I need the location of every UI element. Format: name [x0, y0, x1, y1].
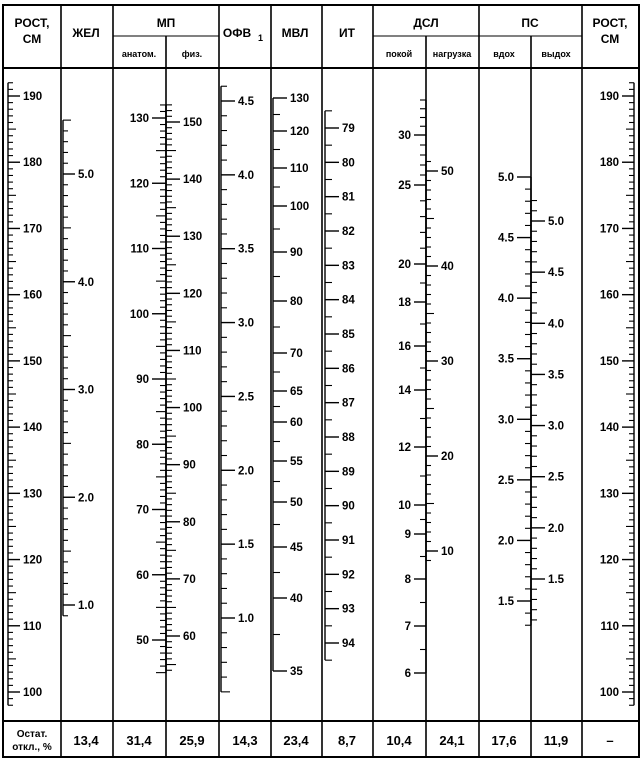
ps-in-axis — [498, 172, 531, 625]
it-tick-label: 85 — [342, 329, 355, 341]
mp-fiz-tick-label: 60 — [183, 631, 196, 643]
it-tick-label: 92 — [342, 569, 355, 582]
mvl-tick-label: 40 — [290, 593, 303, 605]
footer-value-mvl: 23,4 — [283, 733, 309, 748]
mp-fiz-tick-label: 110 — [183, 345, 202, 358]
mp-fiz-tick-label: 120 — [183, 288, 203, 301]
header-it: ИТ — [339, 26, 355, 40]
mp-fiz-axis — [166, 105, 202, 670]
mvl-tick-label: 100 — [290, 201, 310, 213]
height-left-axis — [8, 83, 42, 705]
it-tick-label: 86 — [342, 363, 355, 376]
mp-anat-tick-label: 50 — [136, 635, 149, 647]
dsl-rest-tick-label: 7 — [404, 621, 411, 633]
mvl-tick-label: 90 — [290, 247, 303, 259]
ps-out-axis — [531, 201, 565, 620]
ofv-tick-label: 2.5 — [238, 391, 254, 404]
ps-out-tick-label: 4.0 — [548, 318, 564, 331]
mvl-tick-label: 60 — [290, 417, 303, 429]
footer-value-ps-out: 11,9 — [543, 733, 569, 748]
ps-in-tick-label: 3.5 — [498, 353, 514, 366]
ps-in-tick-label: 5.0 — [498, 172, 514, 184]
height-left-tick-label: 140 — [23, 422, 43, 435]
zhel-tick-label: 4.0 — [78, 276, 94, 289]
dsl-rest-tick-label: 20 — [398, 259, 411, 271]
dsl-rest-tick-label: 12 — [398, 442, 411, 454]
dsl-load-tick-label: 20 — [441, 451, 454, 463]
height-left-tick-label: 190 — [23, 91, 43, 103]
dsl-rest-tick-label: 6 — [404, 668, 411, 680]
it-tick-label: 90 — [342, 500, 355, 513]
footer-value-dsl-load: 24,1 — [439, 733, 465, 748]
mp-anat-tick-label: 120 — [129, 178, 149, 191]
mp-anat-tick-label: 110 — [130, 243, 149, 256]
mvl-tick-label: 110 — [290, 163, 309, 175]
zhel-tick-label: 3.0 — [78, 384, 94, 397]
dsl-load-tick-label: 10 — [441, 546, 454, 558]
dsl-rest-tick-label: 18 — [398, 297, 411, 309]
scales — [8, 83, 634, 705]
dsl-load-tick-label: 30 — [441, 356, 454, 368]
height-right-tick-label: 100 — [599, 687, 619, 699]
height-left-tick-label: 100 — [23, 687, 43, 699]
header-ofv-subscript: 1 — [258, 33, 264, 43]
mvl-tick-label: 35 — [290, 666, 303, 678]
it-tick-label: 79 — [342, 123, 355, 135]
ps-out-tick-label: 1.5 — [548, 574, 564, 586]
zhel-axis — [63, 120, 94, 616]
height-left-tick-label: 180 — [23, 157, 43, 170]
footer-label-line1: Остат. — [16, 729, 48, 740]
footer-value-mp-anat: 31,4 — [126, 733, 152, 748]
mvl-axis — [273, 93, 309, 678]
header-dsl-load: нагрузка — [432, 49, 472, 59]
height-right-tick-label: 160 — [599, 289, 619, 302]
mp-fiz-tick-label: 130 — [183, 231, 203, 244]
mp-fiz-tick-label: 70 — [183, 573, 196, 586]
header-ps-in: вдох — [493, 49, 515, 59]
header-height-right-line1: РОСТ, — [592, 16, 628, 30]
dsl-load-tick-label: 40 — [441, 261, 454, 273]
ps-out-tick-label: 2.5 — [548, 471, 564, 484]
ofv-tick-label: 3.0 — [238, 317, 254, 330]
header-mp-fiz: физ. — [181, 49, 203, 59]
ps-out-tick-label: 3.0 — [548, 420, 564, 433]
mp-anat-tick-label: 90 — [136, 374, 149, 386]
height-left-tick-label: 170 — [23, 223, 43, 236]
it-tick-label: 82 — [342, 226, 355, 238]
height-right-tick-label: 170 — [599, 223, 619, 236]
mp-anat-tick-label: 130 — [129, 113, 149, 125]
footer-value-ofv: 14,3 — [232, 733, 258, 748]
it-tick-label: 87 — [342, 397, 355, 410]
height-right-tick-label: 150 — [599, 355, 619, 368]
it-tick-label: 83 — [342, 260, 355, 273]
height-left-tick-label: 110 — [23, 620, 42, 633]
header-dsl: ДСЛ — [413, 16, 439, 30]
it-tick-label: 89 — [342, 466, 355, 479]
mvl-tick-label: 65 — [290, 386, 303, 398]
ps-in-tick-label: 4.0 — [498, 293, 514, 306]
it-tick-label: 81 — [342, 191, 355, 204]
it-tick-label: 93 — [342, 603, 355, 616]
mp-anat-tick-label: 70 — [136, 504, 149, 517]
footer-value-height-right: – — [606, 733, 614, 748]
dsl-load-tick-label: 50 — [441, 166, 454, 178]
table-frame — [3, 5, 639, 757]
ofv-tick-label: 3.5 — [238, 243, 254, 256]
mvl-tick-label: 80 — [290, 296, 303, 308]
header-dsl-rest: покой — [385, 49, 413, 59]
mvl-tick-label: 45 — [290, 542, 303, 554]
ps-out-tick-label: 4.5 — [548, 267, 564, 280]
ofv-tick-label: 4.5 — [238, 96, 254, 108]
height-left-tick-label: 120 — [23, 554, 43, 567]
mp-anat-tick-label: 100 — [129, 308, 149, 321]
footer-label-line2: откл., % — [12, 742, 52, 753]
footer-value-zhel: 13,4 — [73, 733, 99, 748]
ps-in-tick-label: 1.5 — [498, 596, 514, 608]
ofv-tick-label: 2.0 — [238, 465, 254, 478]
header-height-left-line2: СМ — [22, 32, 42, 46]
header-mp: МП — [156, 16, 176, 30]
ps-in-tick-label: 2.5 — [498, 474, 514, 487]
dsl-rest-tick-label: 25 — [398, 180, 411, 192]
ofv-tick-label: 1.0 — [238, 613, 254, 625]
zhel-tick-label: 1.0 — [78, 600, 94, 612]
header-ofv: ОФВ — [222, 26, 252, 40]
mp-fiz-tick-label: 90 — [183, 459, 196, 472]
mp-anat-tick-label: 60 — [136, 569, 149, 582]
zhel-tick-label: 2.0 — [78, 492, 94, 505]
ps-out-tick-label: 2.0 — [548, 522, 564, 535]
footer-value-ps-in: 17,6 — [491, 733, 517, 748]
mp-fiz-tick-label: 80 — [183, 516, 196, 529]
height-right-tick-label: 120 — [599, 554, 619, 567]
mvl-tick-label: 50 — [290, 497, 303, 509]
ps-in-tick-label: 4.5 — [498, 232, 514, 245]
mvl-tick-label: 120 — [290, 126, 310, 138]
ps-out-tick-label: 3.5 — [548, 369, 564, 382]
dsl-rest-tick-label: 16 — [398, 341, 411, 353]
header-height-left-line1: РОСТ, — [14, 16, 50, 30]
header-zhel: ЖЕЛ — [72, 26, 100, 40]
dsl-rest-tick-label: 10 — [398, 500, 411, 512]
height-right-tick-label: 140 — [599, 422, 619, 435]
footer-value-it: 8,7 — [337, 733, 357, 748]
ofv-tick-label: 4.0 — [238, 169, 254, 182]
ps-in-tick-label: 3.0 — [498, 414, 514, 427]
dsl-rest-tick-label: 14 — [398, 385, 411, 397]
dsl-rest-axis — [398, 100, 426, 680]
footer-value-dsl-rest: 10,4 — [386, 733, 412, 748]
mp-anat-axis — [130, 105, 166, 673]
height-right-axis — [600, 83, 634, 705]
mvl-tick-label: 70 — [290, 348, 303, 360]
mp-fiz-tick-label: 140 — [183, 174, 203, 187]
it-tick-label: 80 — [342, 157, 355, 170]
it-tick-label: 84 — [342, 294, 355, 307]
zhel-tick-label: 5.0 — [78, 169, 94, 181]
dsl-rest-tick-label: 9 — [404, 529, 411, 541]
height-right-tick-label: 130 — [599, 488, 619, 501]
it-tick-label: 91 — [342, 535, 355, 547]
it-axis — [325, 111, 355, 660]
height-left-tick-label: 150 — [23, 355, 43, 368]
header-height-right-line2: СМ — [600, 32, 620, 46]
mp-anat-tick-label: 80 — [136, 439, 149, 452]
dsl-rest-tick-label: 8 — [404, 574, 411, 586]
footer-value-mp-fiz: 25,9 — [179, 733, 205, 748]
it-tick-label: 94 — [342, 638, 355, 650]
height-left-tick-label: 160 — [23, 289, 43, 302]
ps-out-tick-label: 5.0 — [548, 216, 564, 228]
it-tick-label: 88 — [342, 432, 355, 444]
dsl-load-axis — [426, 162, 454, 561]
dsl-rest-tick-label: 30 — [398, 130, 411, 142]
ofv-tick-label: 1.5 — [238, 539, 254, 552]
mvl-tick-label: 130 — [290, 93, 310, 105]
height-left-tick-label: 130 — [23, 488, 43, 501]
mp-fiz-tick-label: 100 — [183, 402, 203, 415]
header-ps: ПС — [521, 16, 539, 30]
ps-in-tick-label: 2.0 — [498, 535, 514, 548]
header-ps-out: выдох — [541, 49, 571, 59]
header-mp-anat: анатом. — [121, 49, 157, 59]
height-right-tick-label: 110 — [600, 620, 619, 633]
height-right-tick-label: 180 — [599, 157, 619, 170]
mp-fiz-tick-label: 150 — [183, 117, 203, 129]
ofv-axis — [221, 86, 255, 692]
height-right-tick-label: 190 — [599, 91, 619, 103]
mvl-tick-label: 55 — [290, 456, 303, 468]
header-mvl: МВЛ — [281, 26, 309, 40]
